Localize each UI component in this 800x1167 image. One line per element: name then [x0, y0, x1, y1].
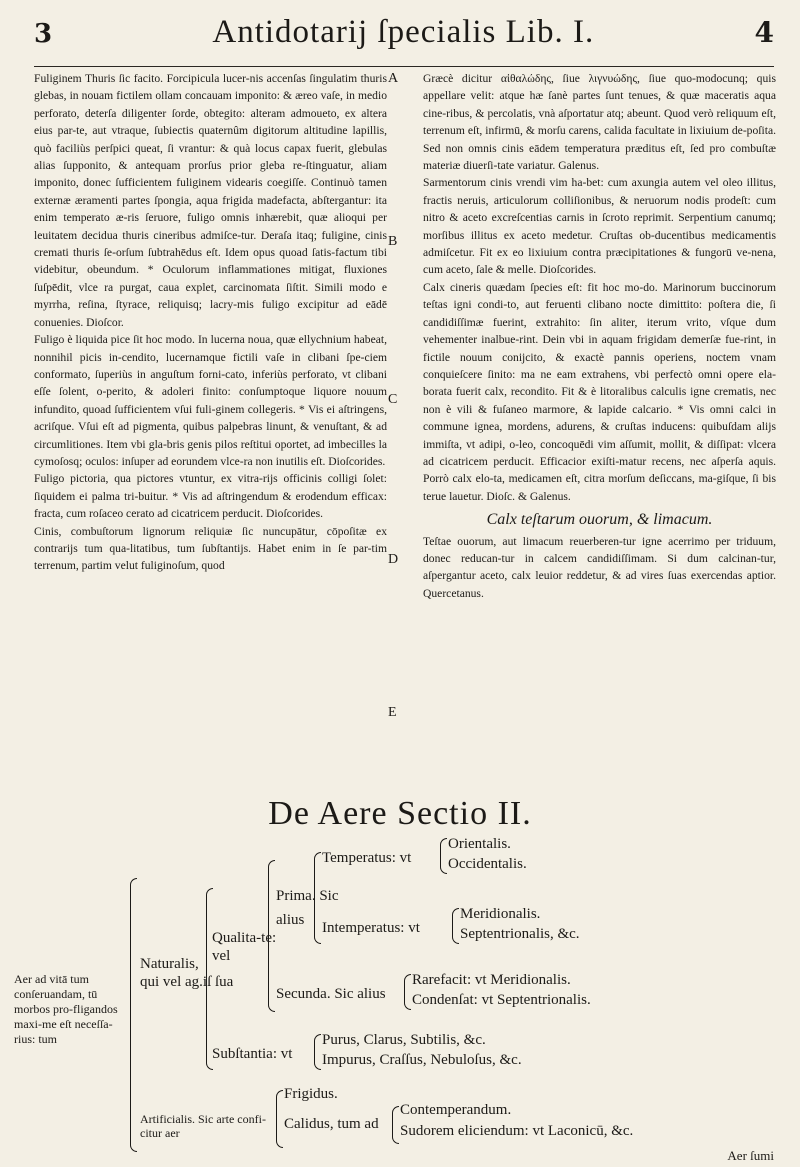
- brace-temperatus: [440, 838, 447, 874]
- tree-secunda: Secunda. Sic alius: [276, 986, 386, 1002]
- paragraph-fuligo-thuris: Fuliginem Thuris ſic facito. Forcipicula lucer-nis accenſas ſingulatim thuris glebas, in nouam fictilem ollam concauam imponito: & æreo vaſe, in medio perforato, deterſa diligenter ſorde, obtegito: alteram admoueto, ex altera eius par-te, aut vtraque, ſubiectis quaternûm digitorum altitudine lapillis, quò faciliùs perſpici queat, ſi vrantur: & quà locus capax fuerit, glebulas alias ſupponito, & antequam prorſus prior gleba re-ſtinguatur, aliam imponito, donec ſufficientem fuliginem videaris coegiſſe. Continuò tamen externæ æramenti partes ſpongia, aqua frigida madefacta, abſtergantur: ita enim temperato æ-ris ſeruore, fuligo omnis inhærebit, quæ alioqui per leuitatem decidua thuris cineribus admiſce-tur. Deraſa itaq; fuligine, cinis cremati thuris ſe-orſum ſubtrahēdus eſt. Idem opus quoad ſatis-factum tibi videbitur, obeundum. * Oculorum inflammationes mitigat, fluxiones ſuſpēdit, vlce ra purgat, caua explet, carcinomata ſiſtit. Simili modo e myrrha, reſina, ſtyrace, reliquisq; lacry-mis fuligo excipitur ad eādē conuenies. Dioſcor.: [34, 72, 387, 329]
- brace-root: [130, 878, 137, 1152]
- margin-letter-c: C: [388, 392, 398, 407]
- page-number-left: 3: [34, 19, 53, 49]
- margin-letter-d: D: [388, 552, 399, 567]
- paragraph-cinis: Cinis, combuſtorum lignorum reliquiæ ſic nuncupātur, cōpoſitæ ex contrarijs tum qua-litatibus, tum ſubſtantijs. Habet enim in ſe par-tim terrenum, partim velut fuliginoſum, quod: [34, 524, 387, 573]
- tree-sudorem: Sudorem eliciendum: vt Laconicū, &c.: [400, 1123, 634, 1139]
- page-number-right: 4: [754, 16, 774, 49]
- tree-temperatus: Temperatus: vt: [322, 850, 412, 866]
- tree-substantia: Subſtantia: vt: [212, 1046, 293, 1062]
- tree-naturalis-sub: qui vel ag.iſ ſua: [140, 974, 234, 990]
- tree-impurus: Impurus, Craſſus, Nebuloſus, &c.: [322, 1052, 522, 1068]
- brace-prima: [314, 852, 321, 944]
- tree-prima-sub: alius: [276, 912, 305, 928]
- header-rule: [34, 66, 774, 67]
- tree-qualita-sub: vel: [212, 948, 231, 964]
- tree-contemperandum: Contemperandum.: [400, 1102, 512, 1118]
- margin-letter-b: B: [388, 234, 398, 249]
- tree-purus: Purus, Clarus, Subtilis, &c.: [322, 1032, 486, 1048]
- tree-orientalis: Orientalis.: [448, 836, 511, 852]
- paragraph-sarmentorum: Sarmentorum cinis vrendi vim ha-bet: cum axungia autem vel oleo illitus, fractis neruis, articulorum colliſionibus, & neruorum nodis prodeſt: cum nitro & aceto excreſcentias carnis in ſcroto reprimit. Serpentium canumq; morſibus illitus ex aceto medetur. Cruſtas ob-ducentibus medicamentis admiſcetur. Fit ex eo lixiuium contra præcipitationes & fungorū ve-nena, cum aceto, ſale & melle. Dioſcorides.: [423, 176, 776, 277]
- tree-condensat: Condenſat: vt Septentrionalis.: [412, 992, 591, 1008]
- right-column: [409, 70, 776, 790]
- tree-frigidus: Frigidus.: [284, 1086, 338, 1102]
- paragraph-fuligo-pice: Fuligo è liquida pice ſit hoc modo. In lucerna noua, quæ ellychnium habeat, nonnihil picis in-cendito, lucernamque fictili vaſe in clibani ſpe-ciem conformato, ſuperiùs in anguſtum forni-cato, inferiùs perforato, vt clibani eſſe ſolent, o-perito, & adoleri finito: conſumptoque liquore nouum infundito, quoad ſufficientem vſui fuli-ginem collegeris. * Vis ei aſtringens, acriſque. Vſui eſt ad pigmenta, quibus palpebras linunt, & venuſtant, & ad circumlitiones. Item vbi gla-bris genis pilos reſtitui oportet, ad imbecilles la cymoſosq; oculos: inſuper ad eorundem vlce-ra non inutilis eſt. Dioſcorides.: [34, 333, 387, 468]
- brace-intemperatus: [452, 908, 459, 944]
- tree-qualita: Qualita-te:: [212, 930, 277, 946]
- tree-artificialis: Artificialis. Sic arte confi-citur aer: [140, 1112, 266, 1140]
- tree-intemperatus: Intemperatus: vt: [322, 920, 420, 936]
- margin-letter-e: E: [388, 705, 397, 720]
- brace-artificialis: [276, 1090, 283, 1148]
- brace-calidus: [392, 1106, 399, 1144]
- catchword: Aer ſumi: [727, 1148, 774, 1163]
- subheading-calx-testarum: Calx teſtarum ouorum, & limacum.: [486, 511, 713, 529]
- paragraph-fuligo-pictoria: Fuligo pictoria, qua pictores vtuntur, ex vitra-rijs officinis colligi ſolet: ſiquidem ei palma tri-buitur. * Vis ad aſtringendum & erodendum efficax: fracta, cum roſaceo cerato ad cicatricem perducit. Dioſcorides.: [34, 472, 387, 521]
- brace-qualita: [268, 860, 275, 1012]
- two-column-text: [34, 70, 776, 790]
- brace-secunda: [404, 974, 411, 1010]
- tree-calidus: Calidus, tum ad: [284, 1116, 379, 1132]
- tree-occidentalis: Occidentalis.: [448, 856, 527, 872]
- classification-tree: [14, 836, 790, 1150]
- running-title: Antidotarij ſpecialis Lib. I.: [212, 14, 595, 50]
- section-title: De Aere Sectio II.: [268, 795, 532, 832]
- tree-root: Aer ad vitā tum conſeruandam, tū morbos pro-fligandos maxi-me eſt neceſſa-rius: tum: [14, 972, 118, 1046]
- tree-septentrionalis: Septentrionalis, &c.: [460, 926, 580, 942]
- brace-substantia: [314, 1034, 321, 1070]
- tree-prima: Prima. Sic: [276, 888, 339, 904]
- left-column: [34, 70, 387, 790]
- running-header: [34, 14, 774, 64]
- margin-letter-a: A: [388, 71, 399, 86]
- tree-rarefacit: Rarefacit: vt Meridionalis.: [412, 972, 571, 988]
- paragraph-calx: Calx cineris quædam ſpecies eſt: fit hoc mo-do. Marinorum buccinorum teſtas igni condi-to, aut feruenti clibano nocte dimittito: poſtera die, ſi candidiſſimæ fuerint, extrahito: ſin aliter, iterum vrito, vſque dum vehementer inalbue-rint. Dein vbi in aquam frigidam demerſæ fue-rint, in fictile nouum conijcito, & exactè pannis operiens, noctem vnam conquieſcere ſinito: ma ne eam extrahens, vbi perfectò omni opere ela-borata fuerit calx, recondito. Fit & è litoralibus calculis igne crematis, nec non è vili & fuſaneo marmore, & lapide calcario. * Vis omni calci in commune ignea, mordens, adurens, & cruſtas inducens: quibuſdam alijs immiſta, vt adipi, o-leo, concoquēdi vim aſſumit, mollit, & diſſipat: vlcera ad cicatricem perducit. Efficacior exiſti-matur recens, nec aſperſa aquis. Porrò calx elo-ta, medicamen eſt, citra morſum deſiccans, ma-giſque, ſi bis terue lauetur. Dioſc. & Galenus.: [423, 280, 776, 503]
- paragraph-testae: Teſtae ouorum, aut limacum reuerberen-tur igne acerrimo per triduum, donec reducan-tur in calcem candidiſſimam. Si dum calcinan-tur, aſpergantur aceto, calx leuior reddetur, & ad vires ſuas exercendas aptior. Quercetanus.: [423, 534, 776, 600]
- brace-naturalis: [206, 888, 213, 1070]
- tree-naturalis: Naturalis,: [140, 956, 199, 972]
- paragraph-cinis-cont: Græcè dicitur αἰθαλώδης, ſiue λιγνυώδης, ſiue quo-modocunq; quis appellare velit: atque hæ ſanè partes ſunt tenues, & quæ maceratis aqua cine-ribus, & percolatis, vnà aſportatur atq; abeunt. Quod verò reliquum eſt, terrenum eſt, infirmū, & morſu carens, calida facultate in lixiuium de-poſita. Sed non omnis cinis eādem temperatura præditus eſt, ſed pro combuſtæ materiæ diuerſi-tate variatur. Galenus.: [423, 72, 776, 173]
- tree-meridionalis: Meridionalis.: [460, 906, 541, 922]
